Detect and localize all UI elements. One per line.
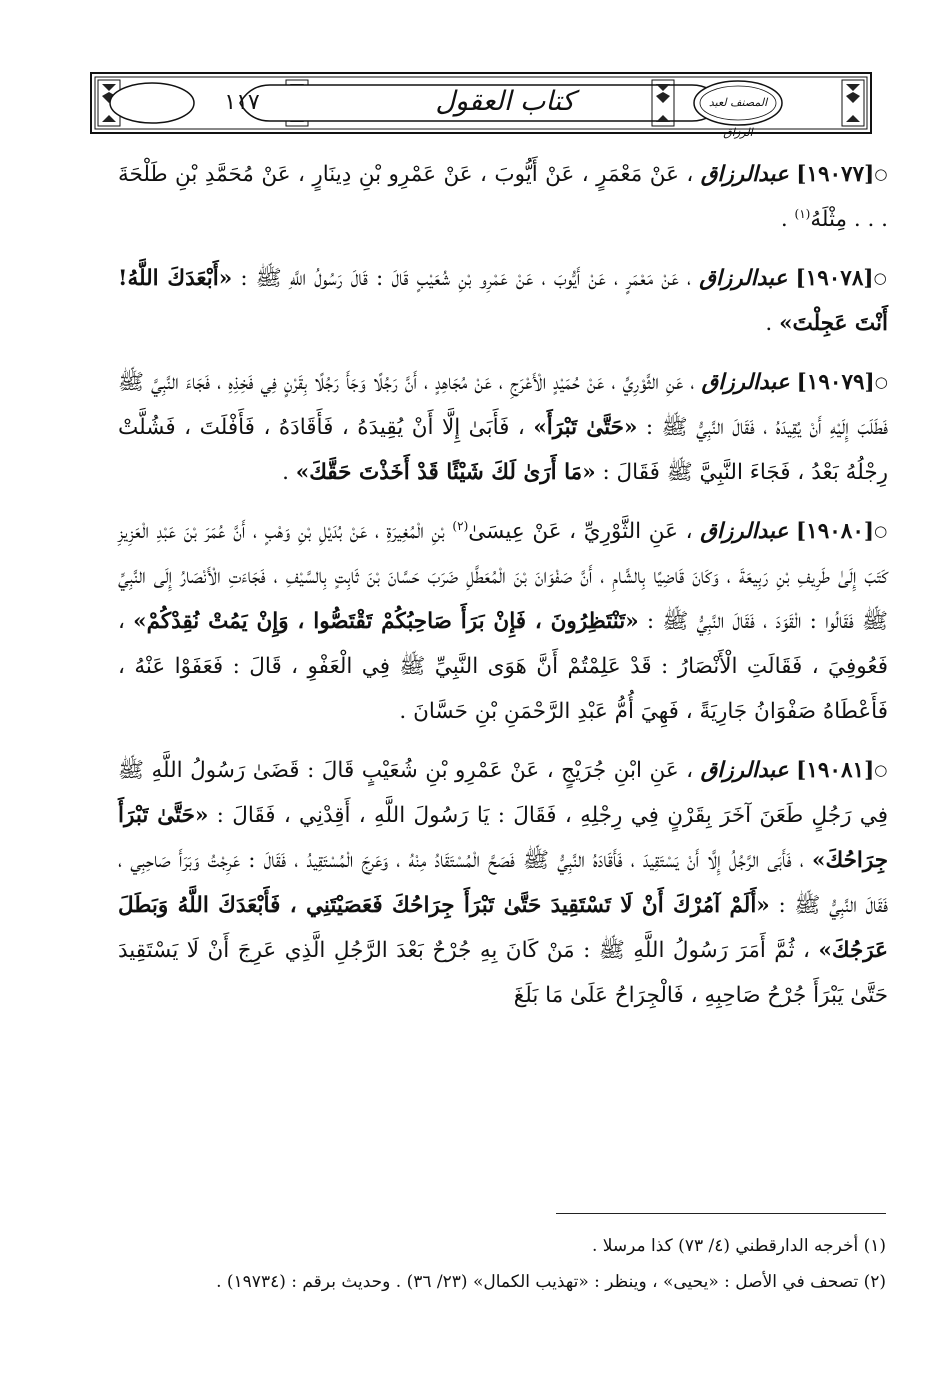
prophetic-quote: «أَبْعَدَكَ اللَّهُ! أَنْتَ عَجِلْتَ» <box>118 266 888 336</box>
hadith-19077 <box>118 152 888 242</box>
hadith-author: عبدالرزاق <box>700 758 789 783</box>
bullet-ring-icon: ○ <box>874 373 889 391</box>
bullet-ring-icon: ○ <box>874 761 888 779</box>
hadith-number: [١٩٠٧٧] <box>796 162 875 187</box>
page-header <box>90 72 872 139</box>
hadith-number: [١٩٠٨١] <box>796 758 875 783</box>
hadith-19078 <box>118 256 888 346</box>
bullet-ring-icon: ○ <box>874 165 889 183</box>
prophetic-quote: «حَتَّىٰ تَبْرَأَ جِرَاحُكَ» <box>118 803 888 873</box>
hadith-author: عبدالرزاق <box>700 519 789 544</box>
hadith-author: عبدالرزاق <box>700 162 789 187</box>
hadith-text: ، عَنْ مَعْمَرٍ ، عَنْ أَيُّوبَ ، عَنْ عَمْرِو بْنِ دِينَارٍ ، عَنْ مُحَمَّدِ بْنِ طَلْحَةَ . . . مِثْلَهُ <box>118 162 888 232</box>
hadith-text-2: ، فَأَبَى الرَّجُلُ إِلَّا أَنْ يَسْتَقِيدَ ، فَأَقَادَهُ النَّبِيُّ ﷺ فَصَحَّ الْمُسْتَقَادُ مِنْهُ ، وَعَرِجَ الْمُسْتَقِيدُ ، فَقَالَ : عَرِجْتُ وَبَرَأَ صَاحِبِي ، فَقَالَ النَّبِيُّ ﷺ : <box>118 848 889 918</box>
hadith-19080 <box>118 509 888 734</box>
hadith-author: عبدالرزاق <box>701 370 790 395</box>
hadith-text: ، عَنِ ابْنِ جُرَيْجٍ ، عَنْ عَمْرِو بْنِ شُعَيْبٍ قَالَ : قَضَىٰ رَسُولُ اللَّهِ ﷺ فِي رَجُلٍ طَعَنَ آخَرَ بِقَرْنٍ فِي رِجْلِهِ ، فَقَالَ : يَا رَسُولَ اللَّهِ ، أَقِدْنِي ، فَقَالَ : <box>118 758 888 828</box>
footnote-divider <box>556 1213 886 1214</box>
publisher-logo-text: المصنف لعبد الرزاق <box>708 96 768 139</box>
hadith-ending: . <box>282 460 296 485</box>
main-text <box>118 152 888 1032</box>
hadith-text-2: بْنِ الْمُغِيرَةِ ، عَنْ بُدَيْلِ بْنِ وَهْبٍ ، أَنَّ عُمَرَ بْنَ عَبْدِ الْعَزِيزِ كَتَبَ إِلَىٰ طَرِيفِ بْنِ رَبِيعَةَ ، وَكَانَ قَاضِيًا بِالشَّامِ ، أَنَّ صَفْوَانَ بْنَ الْمُعَطَّلِ ضَرَبَ حَسَّانَ بْنَ ثَابِتٍ بِالسَّيْفِ ، فَجَاءَتِ الْأَنْصَارُ إِلَى النَّبِيِّ ﷺ فَقَالُوا : الْقَوَدَ ، فَقَالَ النَّبِيُّ ﷺ : <box>118 519 888 634</box>
book-title: كتاب العقول <box>435 86 575 117</box>
bullet-ring-icon: ○ <box>874 522 888 540</box>
hadith-number: [١٩٠٧٨] <box>795 266 874 291</box>
hadith-text: ، عَنِ الثَّوْرِيِّ ، عَنْ عِيسَىٰ <box>468 519 693 544</box>
hadith-author: عبدالرزاق <box>699 266 788 291</box>
hadith-19081 <box>118 748 888 1018</box>
prophetic-quote: «حَتَّىٰ تَبْرَأَ» <box>533 415 638 440</box>
footnote-ref[interactable]: (٢) <box>452 518 469 533</box>
prophetic-quote-2: «أَلَمْ آمُرْكَ أَنْ لَا تَسْتَقِيدَ حَتَّىٰ تَبْرَأَ جِرَاحُكَ فَعَصَيْتَنِي ، فَأَبْعَدَكَ اللَّهُ وَبَطَلَ عَرَجُكَ» <box>118 893 888 963</box>
page-number: ١١٧ <box>224 90 260 115</box>
hadith-ending: . <box>399 699 414 724</box>
hadith-number: [١٩٠٧٩] <box>796 370 875 395</box>
hadith-19079 <box>118 360 888 495</box>
prophetic-quote: «تَنْتَظِرُونَ ، فَإِنْ بَرَأَ صَاحِبُكُمْ تَقْتَصُّوا ، وَإِنْ يَمُتْ نُقِدْكُمْ» <box>133 609 639 634</box>
hadith-text-2: ، فَأَبَىٰ إِلَّا أَنْ يُقِيدَهُ ، فَأَقَادَهُ ، فَأَفْلَتَ ، فَشُلَّتْ رِجْلُهُ بَعْدُ ، فَجَاءَ النَّبِيَّ ﷺ فَقَالَ : <box>118 415 888 485</box>
hadith-text: ، عَنْ مَعْمَرٍ ، عَنْ أَيُّوبَ ، عَنْ عَمْرِو بْنِ شُعَيْبٍ قَالَ : قَالَ رَسُولُ اللَّهِ ﷺ : <box>232 266 692 291</box>
prophetic-quote-2: «مَا أَرَىٰ لَكَ شَيْئًا قَدْ أَخَذْتَ حَقَّكَ» <box>295 460 596 485</box>
hadith-ending: . <box>780 207 795 232</box>
bullet-ring-icon: ○ <box>873 269 888 287</box>
hadith-text-3: ، ثُمَّ أَمَرَ رَسُولُ اللَّهِ ﷺ : مَنْ كَانَ بِهِ جُرْحٌ بَعْدَ الرَّجُلِ الَّذِي عَرِجَ أَنْ لَا يَسْتَقِيدَ حَتَّىٰ يَبْرَأَ جُرْحُ صَاحِبِهِ ، فَالْجِرَاحُ عَلَىٰ مَا بَلَغَ <box>118 938 888 1008</box>
hadith-text: ، عَنِ الثَّوْرِيِّ ، عَنْ حُمَيْدٍ الْأَعْرَجِ ، عَنْ مُجَاهِدٍ ، أَنَّ رَجُلًا وَجَأَ رَجُلًا بِقَرْنٍ فِي فَخِذِهِ ، فَجَاءَ النَّبِيَّ ﷺ فَطَلَبَ إِلَيْهِ أَنْ يُقِيدَهُ ، فَقَالَ النَّبِيُّ ﷺ : <box>118 370 889 440</box>
footnote-ref[interactable]: (١) <box>794 206 811 221</box>
footnote-1: (١) أخرجه الدارقطني (٤/ ٧٣) كذا مرسلا . <box>591 1236 886 1256</box>
hadith-text-3: ، فَعُوفِيَ ، فَقَالَتِ الْأَنْصَارُ : قَدْ عَلِمْتُمْ أَنَّ هَوَى النَّبِيِّ ﷺ فِي الْعَفْوِ ، قَالَ : فَعَفَوْا عَنْهُ ، فَأَعْطَاهُ صَفْوَانُ جَارِيَةً ، فَهِيَ أُمُّ عَبْدِ الرَّحْمَنِ بْنِ حَسَّانَ <box>118 609 888 724</box>
hadith-ending: . <box>765 311 780 336</box>
publisher-logo <box>696 88 780 139</box>
hadith-number: [١٩٠٨٠] <box>795 519 875 544</box>
footnotes <box>216 1228 886 1300</box>
footnote-2: (٢) تصحف في الأصل : «يحيى» ، وينظر : «تهذيب الكمال» (٢٣/ ٣٦) . وحديث برقم : (١٩٧٣٤) . <box>216 1272 886 1292</box>
